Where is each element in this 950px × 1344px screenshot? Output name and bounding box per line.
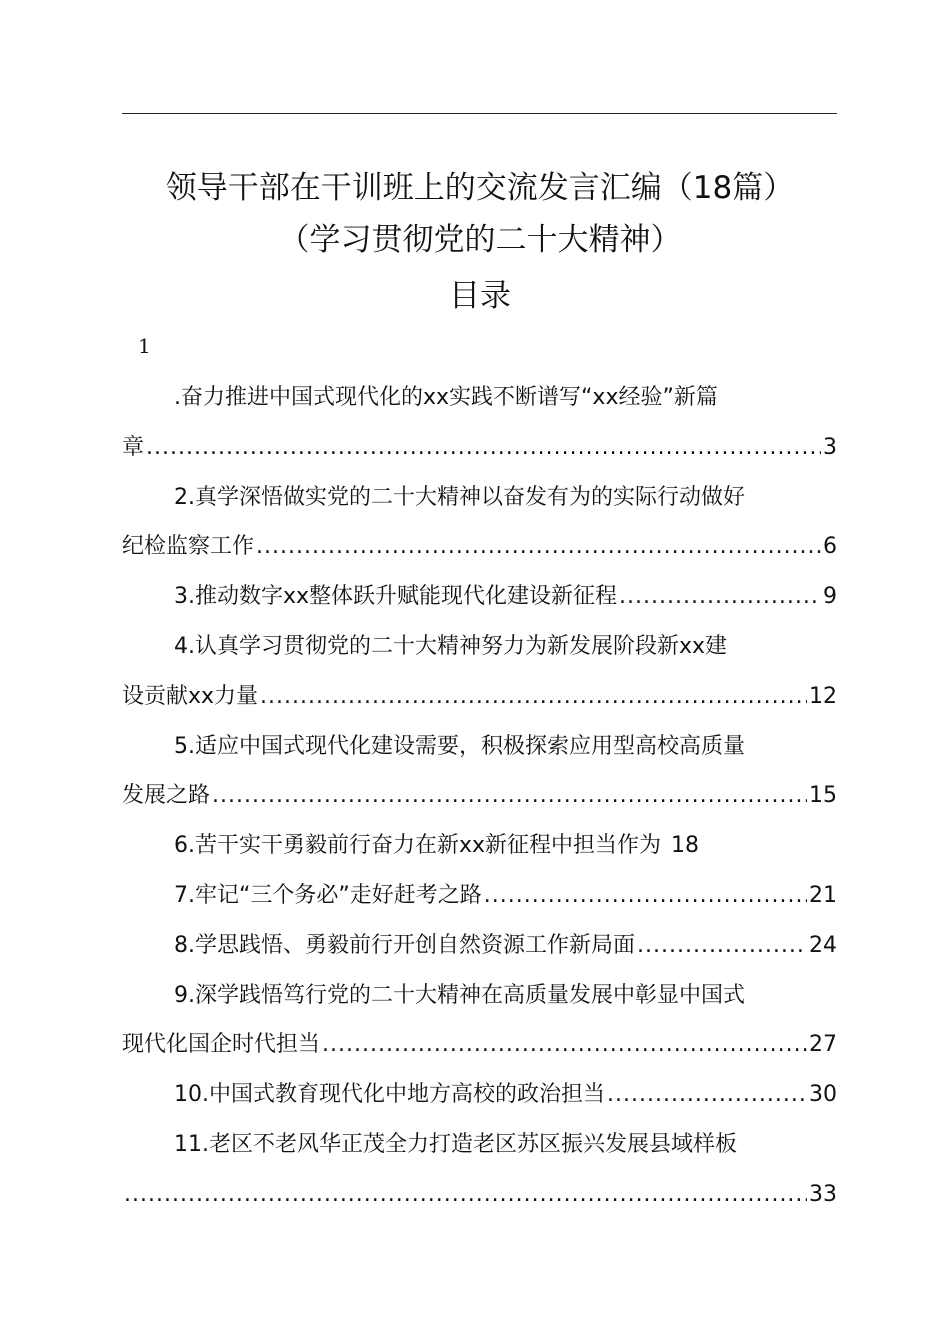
- toc-leader-dots: [484, 871, 807, 921]
- toc-entry-title: 10.中国式教育现代化中地方高校的政治担当: [174, 1082, 605, 1108]
- header-rule: [122, 113, 837, 114]
- toc-entry-title: 7.牢记“三个务必”走好赶考之路: [174, 882, 482, 908]
- toc-entry-title: 3.推动数字xx整体跃升赋能现代化建设新征程: [174, 584, 618, 610]
- toc-entry-title-continued: 发展之路: [122, 783, 211, 809]
- toc-entry-title-continued: 设贡献xx力量: [122, 683, 259, 709]
- toc-entry[interactable]: [122, 572, 837, 622]
- toc-page-number: 33: [809, 1181, 837, 1207]
- toc-page-number: 6: [823, 534, 837, 560]
- toc-entry-title: 9.深学践悟笃行党的二十大精神在高质量发展中彰显中国式: [174, 982, 745, 1008]
- table-of-contents: [122, 373, 837, 1220]
- toc-page-number: 30: [809, 1082, 837, 1108]
- toc-page-number: 12: [809, 683, 837, 709]
- toc-leader-dots: [260, 672, 807, 722]
- toc-entry-title-continued: 现代化国企时代担当: [122, 1032, 321, 1058]
- toc-leader-dots: [146, 423, 821, 473]
- toc-leader-dots: [637, 921, 807, 971]
- toc-entry[interactable]: [122, 921, 837, 971]
- toc-page-number: 9: [823, 584, 837, 610]
- document-title: 领导干部在干训班上的交流发言汇编（18篇）: [165, 170, 795, 206]
- toc-entry[interactable]: [122, 373, 837, 473]
- toc-entry[interactable]: [122, 1070, 837, 1120]
- toc-entry[interactable]: [122, 871, 837, 921]
- toc-entry[interactable]: [122, 622, 837, 722]
- toc-entry[interactable]: [122, 1120, 837, 1220]
- toc-page-number: 18: [671, 833, 700, 859]
- toc-leader-dots: [212, 771, 807, 821]
- toc-leader-dots: [322, 1020, 807, 1070]
- toc-entry-title: 6.苦干实干勇毅前行奋力在新xx新征程中担当作为: [174, 833, 662, 859]
- toc-page-number: 21: [809, 882, 837, 908]
- toc-entry[interactable]: [122, 821, 837, 871]
- toc-entry-title: 8.学思践悟、勇毅前行开创自然资源工作新局面: [174, 932, 635, 958]
- toc-page-number: 3: [823, 434, 837, 460]
- toc-entry-title-continued: 纪检监察工作: [122, 534, 255, 560]
- toc-leader-dots: [124, 1170, 807, 1220]
- document-subtitle: （学习贯彻党的二十大精神）: [278, 222, 682, 258]
- toc-entry-title: 5.适应中国式现代化建设需要，积极探索应用型高校高质量: [174, 733, 745, 759]
- toc-page-number: 27: [809, 1032, 837, 1058]
- toc-entry[interactable]: [122, 473, 837, 573]
- toc-page-number: 24: [809, 932, 837, 958]
- toc-entry-title: 2.真学深悟做实党的二十大精神以奋发有为的实际行动做好: [174, 484, 745, 510]
- toc-entry[interactable]: [122, 722, 837, 822]
- toc-entry-title-continued: 章: [122, 434, 145, 460]
- toc-leader-dots: [619, 572, 821, 622]
- toc-page-number: 15: [809, 783, 837, 809]
- toc-entry-title: 11.老区不老风华正茂全力打造老区苏区振兴发展县域样板: [174, 1131, 737, 1157]
- toc-entry[interactable]: [122, 971, 837, 1071]
- list-number-marker: 1: [138, 334, 151, 358]
- toc-leader-dots: [256, 522, 821, 572]
- toc-heading: 目录: [449, 278, 511, 314]
- toc-entry-title: .奋力推进中国式现代化的xx实践不断谱写“xx经验”新篇: [174, 385, 718, 410]
- toc-leader-dots: [607, 1070, 807, 1120]
- toc-entry-title: 4.认真学习贯彻党的二十大精神努力为新发展阶段新xx建: [174, 633, 728, 659]
